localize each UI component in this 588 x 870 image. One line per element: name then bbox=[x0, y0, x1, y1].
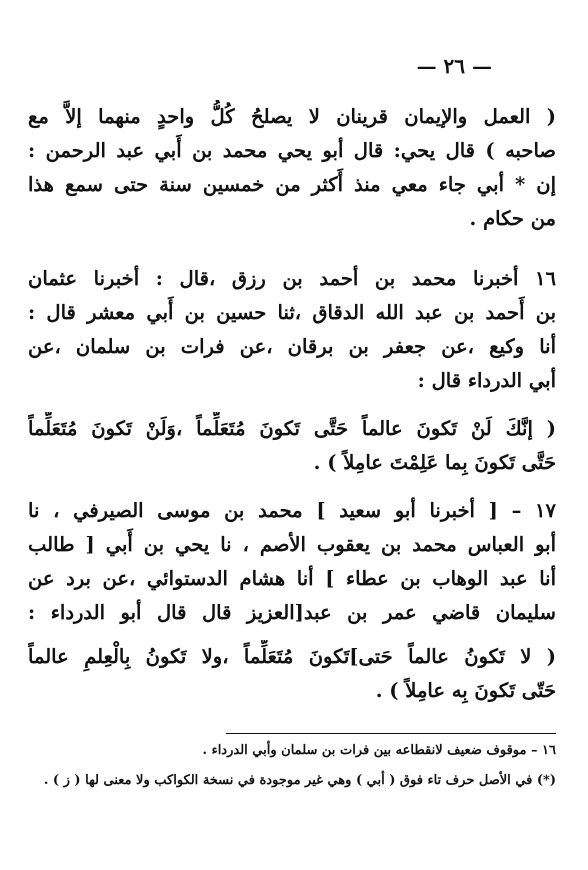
footnote-asterisk: (*) في الأصل حرف تاء فوق ( أبي ) وهي غير موجودة في نسخة الكواكب ولا معنى لها ( ز ) . bbox=[43, 773, 556, 788]
text-line: أبو العباس محمد بن يعقوب الأصم ، نا يحي بن أَبي [ طالب bbox=[28, 533, 556, 556]
text-line: أنا عبد الوهاب بن عطاء ] أنا هشام الدستوائي ،عن برد عن bbox=[28, 567, 556, 590]
footnote-16: ١٦ – موقوف ضعيف لانقطاعه بين فرات بن سلمان وأبي الدرداء . bbox=[202, 743, 556, 758]
text-line: من حكام . bbox=[469, 207, 556, 230]
text-line: سليمان قاضي عمر بن عبد[العزيز قال قال أبو الدرداء : bbox=[28, 601, 556, 624]
text-line: ( إنَّكَ لَنْ تَكونَ عالماً حَتَّى تَكونَ مُتَعَلِّماً ،وَلَنْ تَكونَ مُتَعَلِّماً bbox=[28, 417, 556, 440]
text-line: إن * أبي جاء معي منذ أَكثر من خمسين سنة حتى سمع هذا bbox=[28, 173, 556, 196]
text-line: ( العمل والإيمان قرينان لا يصلحُ كُلُّ واحدٍ منهما إلاَّ مع bbox=[28, 105, 556, 128]
paragraph-hadith-16-isnad bbox=[28, 262, 556, 398]
text-line: أبي الدرداء قال : bbox=[417, 369, 556, 392]
paragraph-hadith-16-matn bbox=[28, 412, 556, 480]
text-line: ١٧ – [ أخبرنا أبو سعيد ] محمد بن موسى الصيرفي ، نا bbox=[28, 499, 556, 522]
text-line: حَتّى تَكونَ بِه عامِلاً ) . bbox=[375, 679, 556, 702]
text-line: ( لا تَكونُ عالماً حَتى]تَكونَ مُتَعَلِّماً ،ولا تَكونُ بِالْعِلمِ عالماً bbox=[28, 645, 556, 668]
text-line: ١٦ أخبرنا محمد بن أحمد بن رزق ،قال : أخبرنا عثمان bbox=[28, 267, 556, 290]
text-line: حَتَّى تَكونَ بِما عَلِمْتَ عامِلاً ) . bbox=[313, 451, 556, 474]
page-number: — ٢٦ — bbox=[416, 54, 492, 78]
text-line: بن أَحمد بن عبد الله الدقاق ،ثنا حسين بن أَبي معشر قال : bbox=[28, 301, 556, 324]
text-line: أنا وكيع ،عن جعفر بن برقان ،عن فرات بن سلمان ،عن bbox=[28, 335, 556, 358]
book-page bbox=[28, 0, 556, 870]
text-line: صاحبه ) قال يحي: قال أبو يحي محمد بن أَبي عبد الرحمن : bbox=[28, 139, 556, 162]
paragraph-hadith-17-matn bbox=[28, 640, 556, 708]
paragraph-hadith-17-isnad bbox=[28, 494, 556, 630]
footnote-divider bbox=[226, 733, 556, 734]
paragraph-opening-quote bbox=[28, 100, 556, 236]
